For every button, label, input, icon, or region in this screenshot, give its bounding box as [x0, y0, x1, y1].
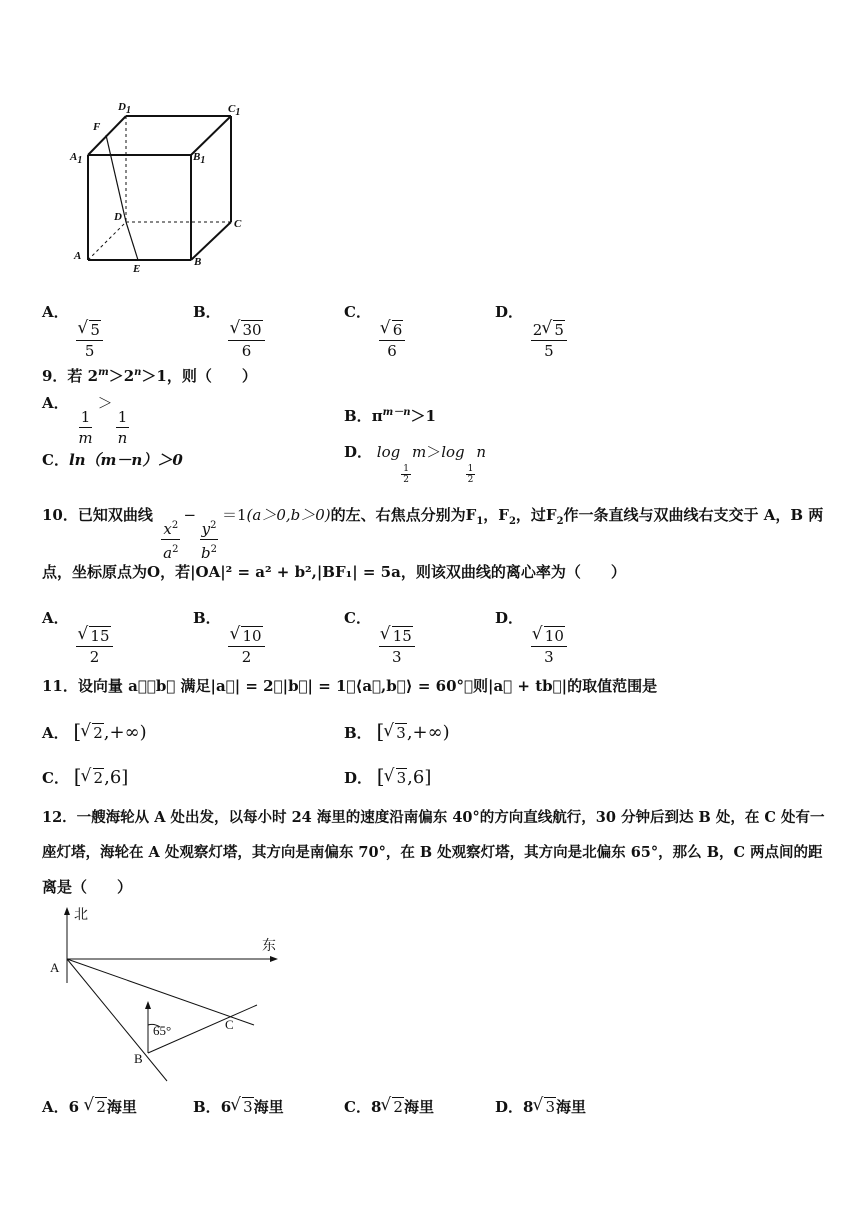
label-c1: $C_1$ [228, 103, 241, 119]
q12-line1: 12．一艘海轮从 A 处出发，以每小时 24 海里的速度沿南偏东 40°的方向直线航行，30 分钟后到达 B 处，在 C 处有一 [42, 809, 825, 826]
q10-option-c[interactable]: C． √ $\frac{15}{3}$ [344, 608, 418, 667]
label-b: B [194, 256, 202, 268]
q8-option-b[interactable] [193, 302, 268, 361]
label-f: F [93, 121, 101, 133]
point-c-label: C [225, 1017, 234, 1032]
fraction: √ $\frac{6}{6}$ [379, 320, 406, 361]
label-a: A [74, 250, 82, 262]
q12-option-d[interactable]: D．8√ 3海里 [495, 1097, 586, 1117]
label-b1: $B_1$ [193, 151, 206, 167]
fraction: $\frac{2√ 5}{5}$ [531, 320, 567, 361]
option-label: D． [495, 303, 524, 321]
label-d: D [114, 211, 122, 223]
option-label: C． [344, 303, 371, 321]
q9-option-d[interactable]: D． log $\frac{1}{2}$ m＞log $\frac{1}{2}$ n [344, 443, 487, 485]
q10-line2: 点，坐标原点为O，若|OA|² = a² + b²,|BF₁| = 5a，则该双曲线的离心率为（ ） [42, 563, 626, 581]
q11-option-b[interactable]: B． [√ 3,+∞) [344, 721, 450, 743]
q10-option-b[interactable]: B． √ $\frac{10}{2}$ [193, 608, 268, 667]
north-label: 北 [74, 907, 88, 923]
q8-option-a[interactable] [42, 302, 106, 361]
q11-option-d[interactable]: D． [√ 3,6] [344, 766, 431, 788]
fraction: √ $\frac{30}{6}$ [228, 320, 264, 361]
point-b-label: B [134, 1051, 143, 1066]
navigation-diagram [40, 905, 290, 1085]
q9-option-b[interactable]: B．$\pi^{m-n}>1$ [344, 407, 436, 425]
q12-line2: 座灯塔，海轮在 A 处观察灯塔，其方向是南偏东 70°，在 B 处观察灯塔，其方向是北偏东 65°，那么 B，C 两点间的距 [42, 844, 823, 861]
label-a1: $A_1$ [70, 151, 83, 167]
q9-stem: 9．若 $2^m>2^n>1$，则（ ） [42, 367, 257, 385]
label-c: C [234, 218, 242, 230]
q8-option-d[interactable] [495, 302, 570, 361]
angle-label: 65° [153, 1023, 172, 1038]
q10-line1: 10．已知双曲线 $\frac{x^2}{a^2}$ − $\frac{y^2}{b^2}$ ＝1(a＞0,b＞0)的左、右焦点分别为$F_1$，$F_2$，过$F_2$作一条直线与双曲线右支交于 A，B 两 [42, 506, 824, 562]
q10-option-d[interactable]: D． √ $\frac{10}{3}$ [495, 608, 570, 667]
q12-option-a[interactable]: A．6 √ 2海里 [42, 1097, 137, 1117]
q12-option-c[interactable]: C．8√ 2海里 [344, 1097, 434, 1117]
label-e: E [133, 263, 141, 275]
label-d1: $D_1$ [118, 101, 131, 117]
fraction: √ $\frac{5}{5}$ [76, 320, 103, 361]
q12-option-b[interactable]: B．6√ 3海里 [193, 1097, 284, 1117]
q12-line3: 离是（ ） [42, 878, 133, 896]
option-label: B． [193, 303, 221, 321]
q11-stem: 11．设向量 a⃗，b⃗ 满足|a⃗| = 2，|b⃗| = 1，⟨a⃗,b⃗⟩ = 60°，则|a⃗ + tb⃗|的取值范围是 [42, 677, 658, 695]
q11-option-c[interactable]: C． [√ 2,6] [42, 766, 128, 788]
q9-option-a[interactable]: A． $\frac{1}{m}$ ＞ $\frac{1}{n}$ [42, 394, 128, 447]
option-label: A． [42, 303, 69, 321]
point-a-label: A [50, 960, 60, 975]
cube-svg [60, 95, 260, 285]
q8-option-c[interactable] [344, 302, 408, 361]
east-label: 东 [262, 938, 276, 954]
cube-figure [60, 95, 260, 285]
q10-option-a[interactable]: A． √ $\frac{15}{2}$ [42, 608, 116, 667]
q11-option-a[interactable]: A． [√ 2,+∞) [42, 721, 147, 743]
q9-option-c[interactable]: C．ln（m－n）＞0 [42, 451, 183, 469]
diagram-svg [40, 905, 290, 1085]
